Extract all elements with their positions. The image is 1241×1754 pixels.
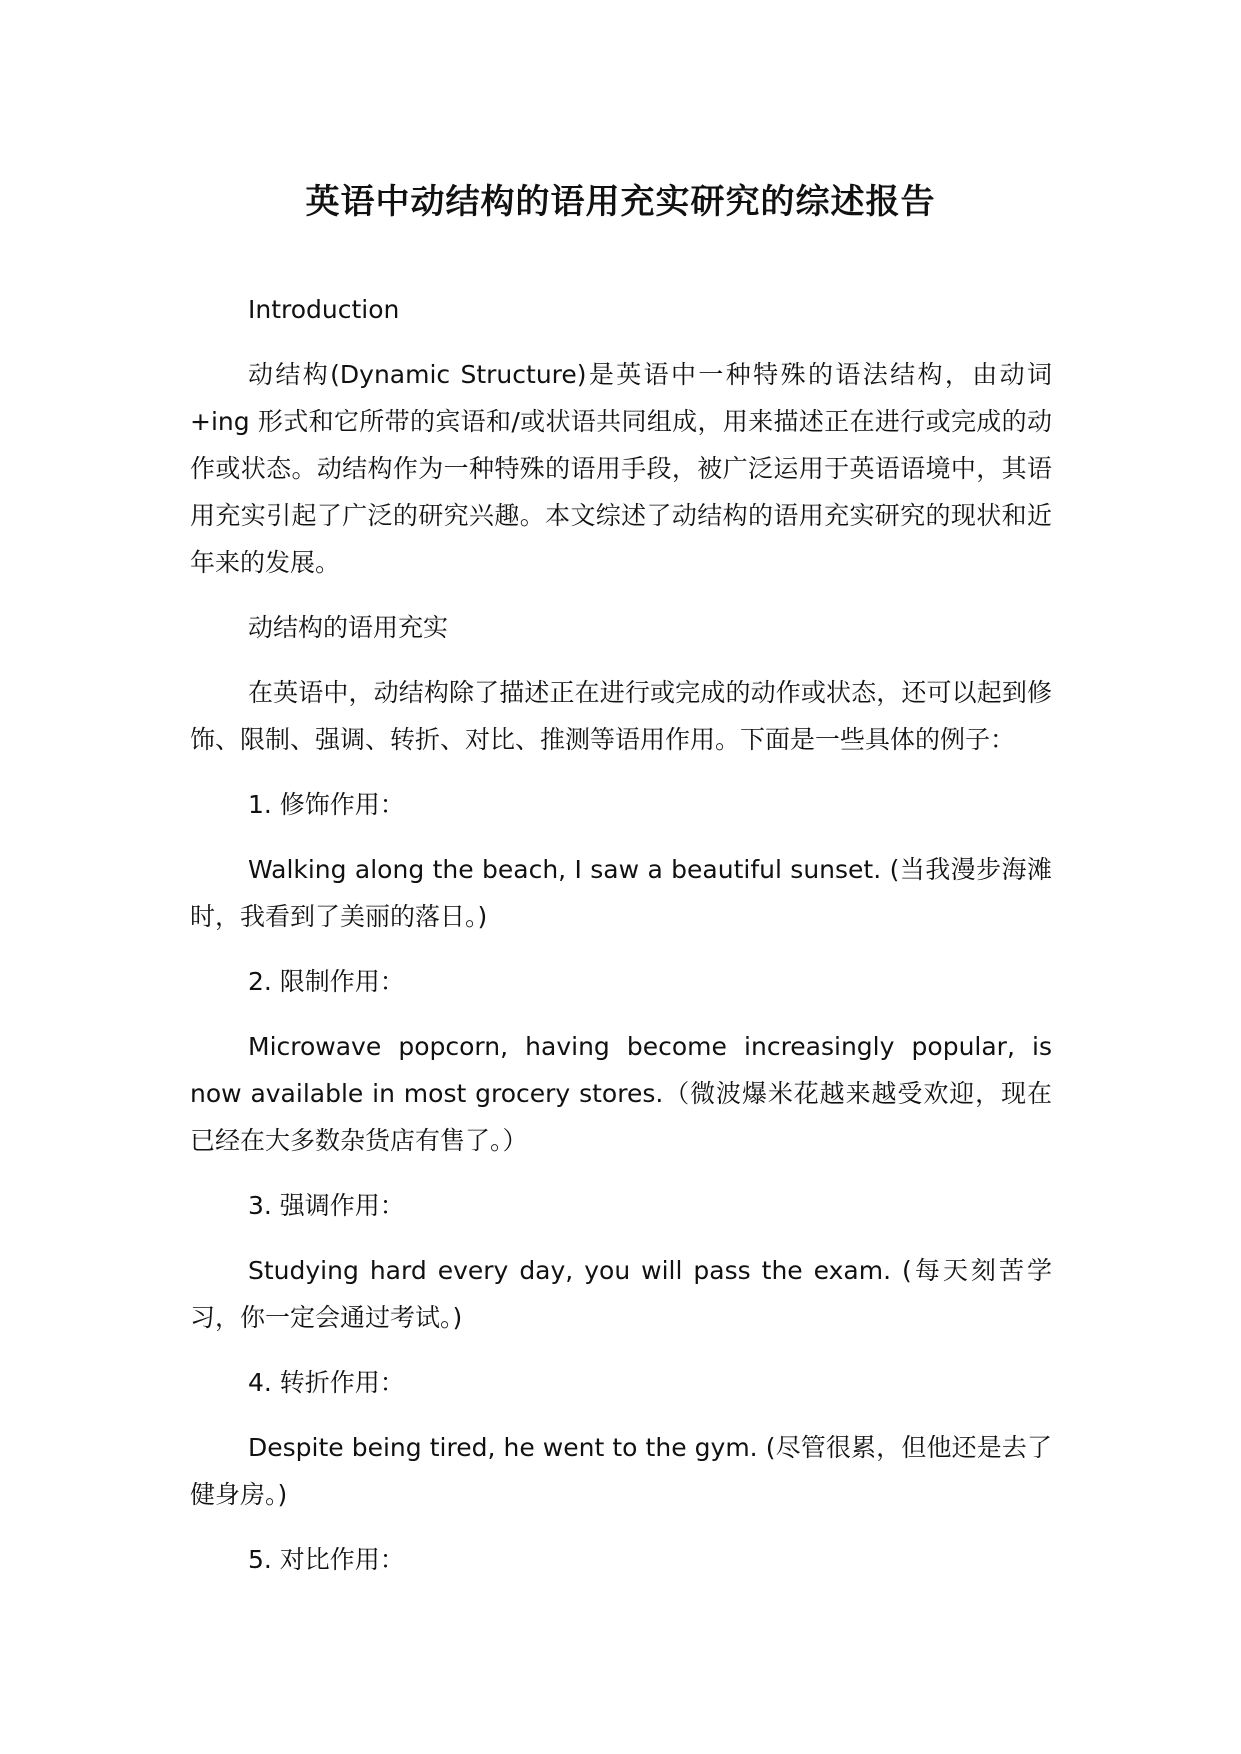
- list-item-restriction: 2. 限制作用：: [248, 967, 405, 996]
- section-heading-pragmatic-enrichment: 动结构的语用充实: [248, 613, 449, 642]
- example-restriction: Microwave popcorn, having become increasingly popular, is now available in most grocery stores.（微波爆米花越来越受欢迎，现在已经在大多数杂货店有售了。）: [190, 1032, 1052, 1155]
- list-item-emphasis: 3. 强调作用：: [248, 1191, 405, 1220]
- document-title: 英语中动结构的语用充实研究的综述报告: [305, 182, 936, 222]
- list-item-concession: 4. 转折作用：: [248, 1368, 405, 1397]
- list-item-modification: 1. 修饰作用：: [248, 790, 405, 819]
- paragraph-introduction: 动结构(Dynamic Structure)是英语中一种特殊的语法结构，由动词+ing 形式和它所带的宾语和/或状语共同组成，用来描述正在进行或完成的动作或状态。动结构作为一种特殊的语用手段，被广泛运用于英语语境中，其语用充实引起了广泛的研究兴趣。本文综述了动结构的语用充实研究的现状和近年来的发展。: [190, 360, 1052, 577]
- paragraph-pragmatic-functions: 在英语中，动结构除了描述正在进行或完成的动作或状态，还可以起到修饰、限制、强调、转折、对比、推测等语用作用。下面是一些具体的例子：: [190, 678, 1052, 754]
- example-modification: Walking along the beach, I saw a beautiful sunset. (当我漫步海滩时，我看到了美丽的落日。): [190, 855, 1052, 931]
- section-heading-introduction: Introduction: [248, 295, 400, 324]
- list-item-contrast: 5. 对比作用：: [248, 1545, 405, 1574]
- example-concession: Despite being tired, he went to the gym. (尽管很累，但他还是去了健身房。): [190, 1433, 1052, 1509]
- document-body: [190, 286, 1052, 1583]
- example-emphasis: Studying hard every day, you will pass the exam. (每天刻苦学习，你一定会通过考试。): [190, 1256, 1052, 1332]
